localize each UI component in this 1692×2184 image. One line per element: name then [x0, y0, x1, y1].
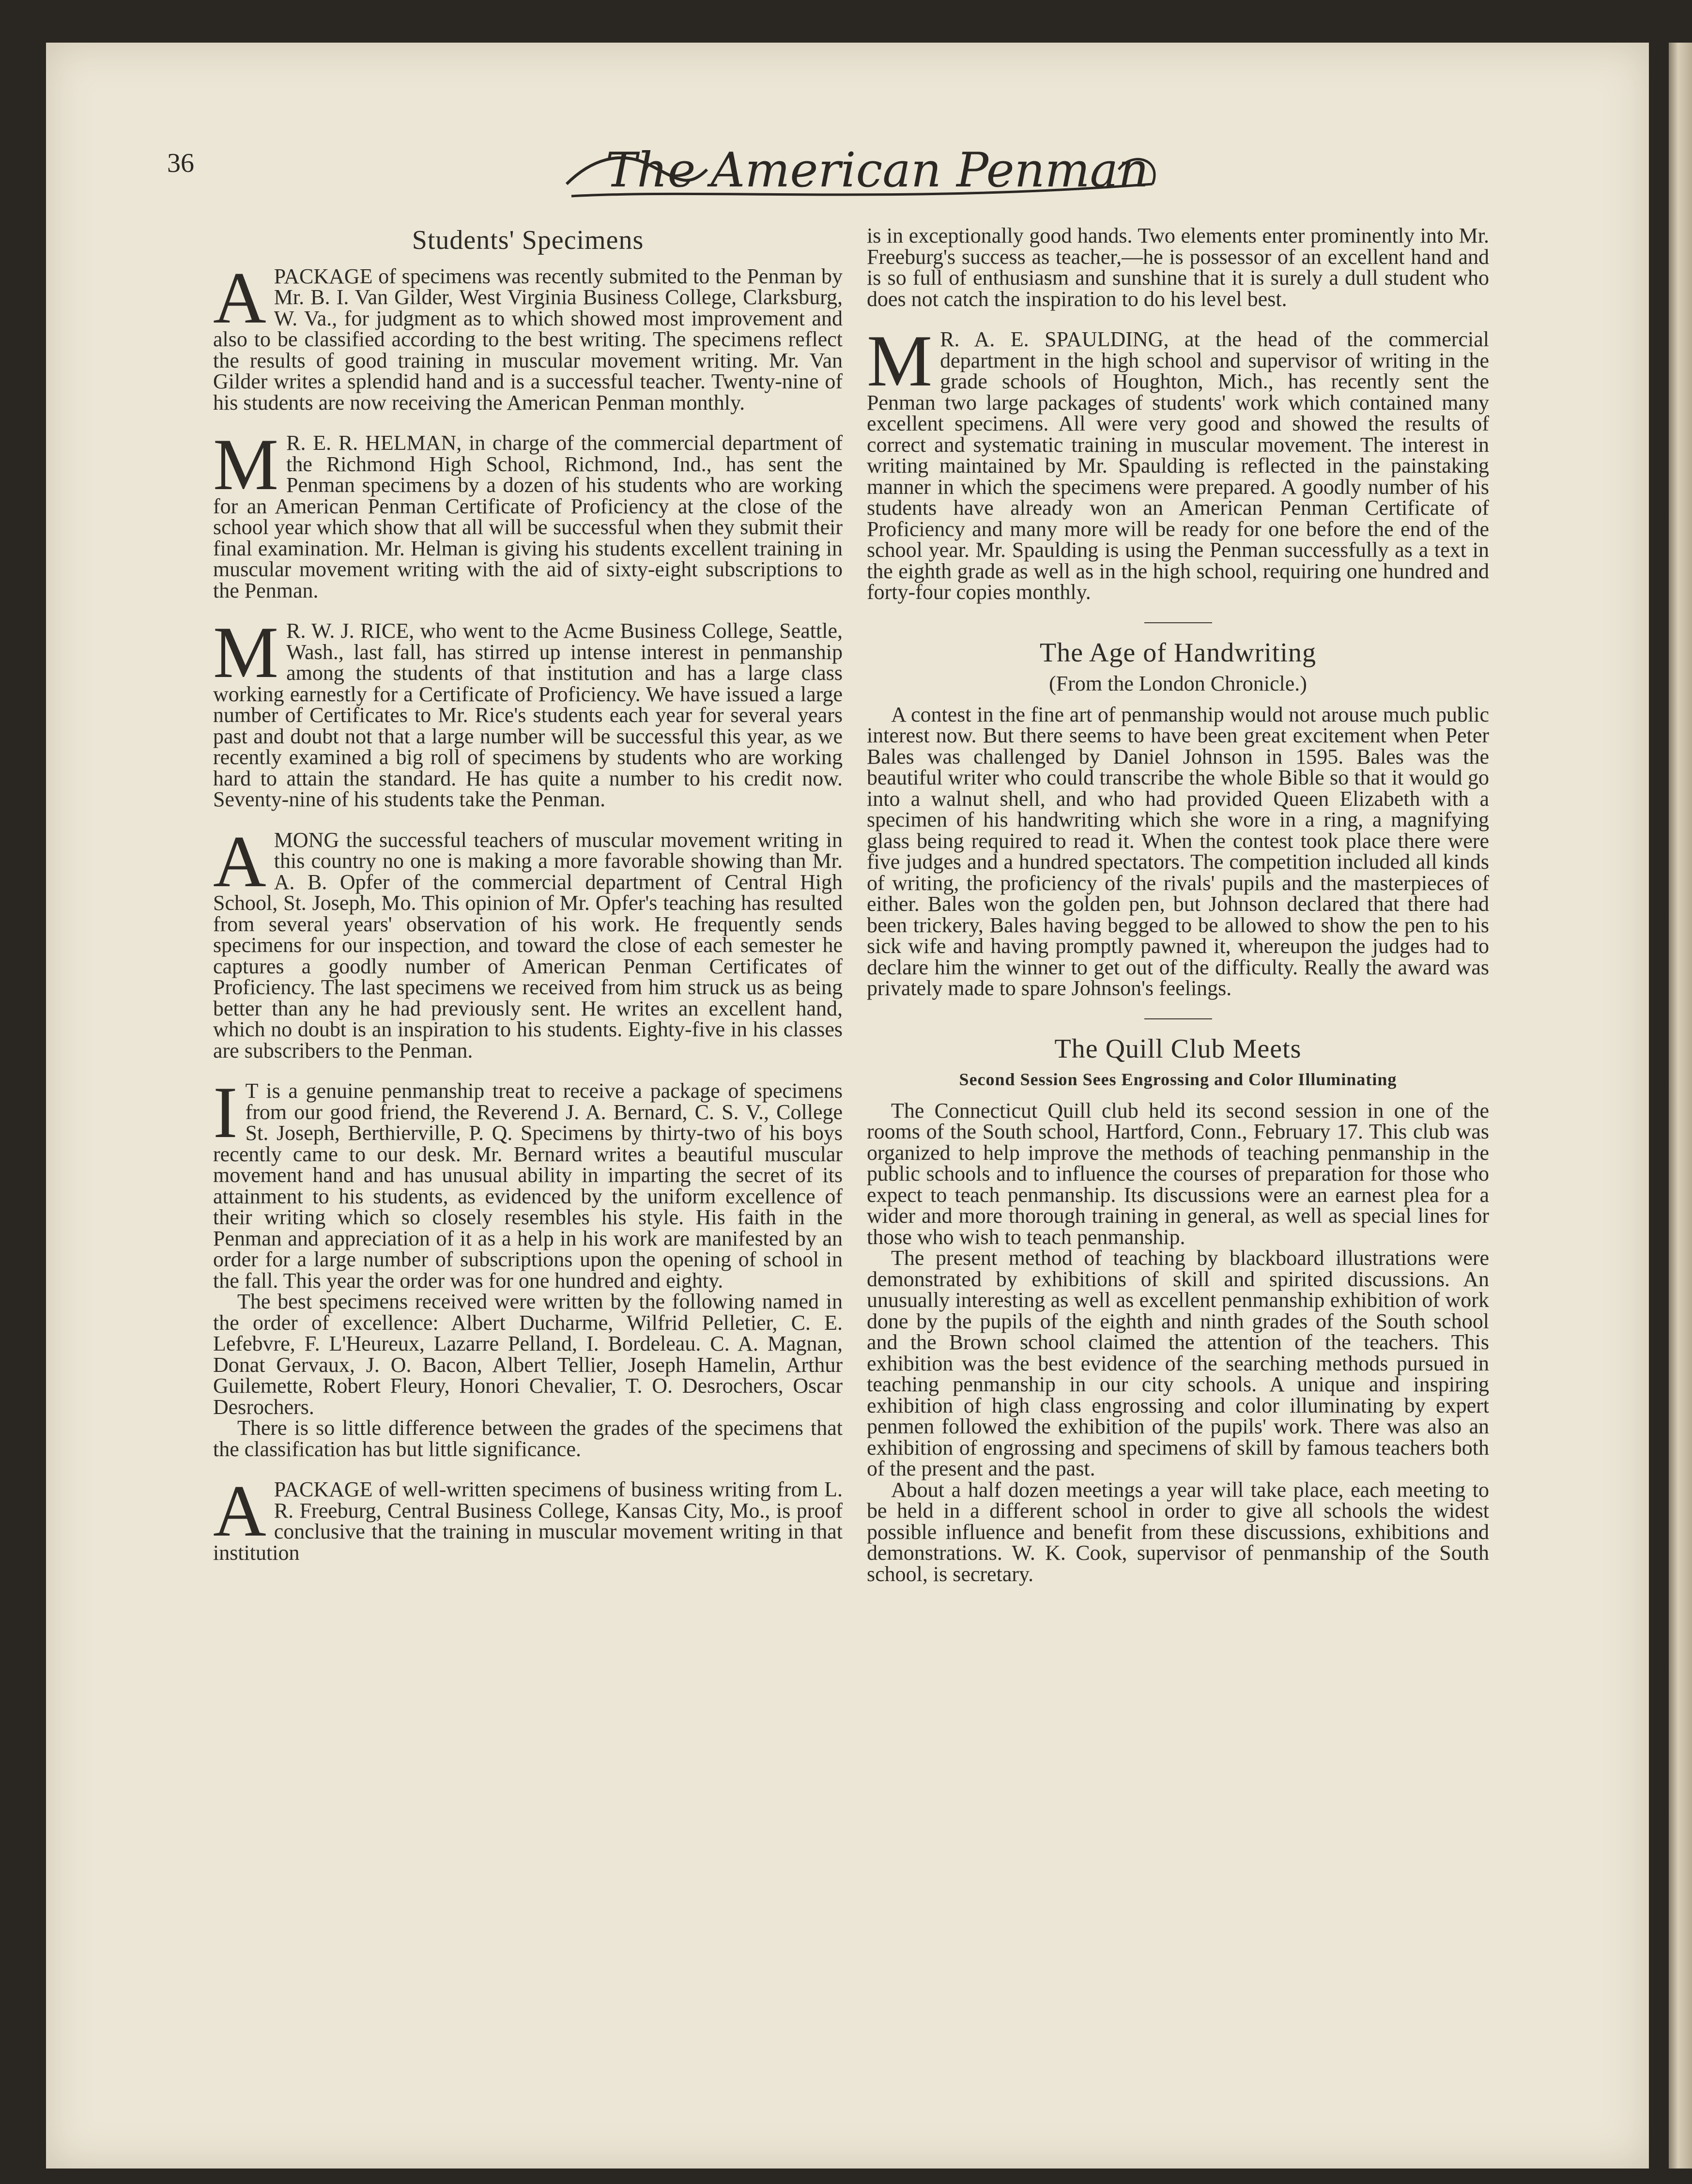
paragraph-grades: There is so little difference between the grades of the specimens that the classification has but little significance.	[213, 1416, 843, 1461]
paragraph-quill-club-3: About a half dozen meetings a year will take place, each meeting to be held in a different school in order to give all schools the widest possible influence and benefit from these discussions, exhibitions and demonstrations. W. K. Cook, supervisor of penmanship of the South school, is secretary.	[867, 1477, 1489, 1586]
drop-cap: M	[213, 612, 279, 693]
right-column	[867, 225, 1489, 1584]
quill-club-subheading: Second Session Sees Engrossing and Color Illuminating	[959, 1070, 1397, 1089]
article-opfer	[213, 820, 843, 1062]
left-column	[213, 225, 843, 1583]
age-of-handwriting-heading: The Age of Handwriting	[1040, 637, 1316, 668]
masthead-logo	[562, 131, 1162, 213]
article-freeburg	[213, 1470, 843, 1565]
paragraph-text: PACKAGE of specimens was recently submited to the Penman by Mr. B. I. Van Gilder, West Virginia Business College, Clarksburg, W. Va., for judgment as to which showed most improvement and also to be classified according to the best writing. The specimens reflect the results of good training in muscular movement writing. Mr. Van Gilder writes a splendid hand and is a successful teacher. Twenty-nine of his students are now receiving the American Penman monthly.	[213, 264, 843, 415]
article-spaulding	[867, 320, 1489, 604]
drop-cap: I	[213, 1072, 238, 1153]
paragraph-best-specimens: The best specimens received were written by the following named in the order of excellence: Albert Ducharme, Wilfrid Pelletier, C. E. Lefebvre, F. L'Heureux, Lazarre Pelland, I. Bordeleau. C. A. Magnan, Donat Gervaux, J. O. Bacon, Albert Tellier, Joseph Hamelin, Arthur Guilemette, Robert Fleury, Honori Chevalier, T. O. Desrochers, Oscar Desrochers.	[213, 1290, 843, 1419]
students-specimens-heading: Students' Specimens	[412, 225, 644, 255]
drop-cap: A	[213, 257, 266, 338]
article-rice	[213, 612, 843, 811]
paragraph-text: R. A. E. SPAULDING, at the head of the commercial department in the high school and supervisor of writing in the grade schools of Houghton, Mich., has recently sent the Penman two large packages of students' work which contained many excellent specimens. All were very good and showed the results of correct and systematic training in muscular movement. The interest in writing maintained by Mr. Spaulding is reflected in the painstaking manner in which the specimens were prepared. A goodly number of his students have already won an American Penman Certificate of Proficiency and many more will be ready for one before the end of the school year. Mr. Spaulding is using the Penman successfully as a text in the eighth grade as well as in the high school, requiring one hundred and forty-four copies monthly.	[867, 327, 1489, 604]
source-line: (From the London Chronicle.)	[1049, 672, 1307, 695]
paragraph-text: PACKAGE of well-written specimens of business writing from L. R. Freeburg, Central Business College, Kansas City, Mo., is proof conclusive that the training in muscular movement writing in that institution	[213, 1477, 843, 1565]
paragraph-quill-club-2: The present method of teaching by blackboard illustrations were demonstrated by exhibitions of skill and spirited discussions. An unusually interesting as well as excellent penmanship exhibition of work done by the pupils of the eighth and ninth grades of the South school and the Brown school claimed the attention of the teachers. This exhibition was the best evidence of the searching methods pursued in teaching penmanship in our city schools. A unique and inspiring exhibition of high class engrossing and color illuminating by expert penmen followed the exhibition of the pupils' work. There was also an exhibition of engrossing and specimens of skill by famous teachers both of the present and the past.	[867, 1246, 1489, 1480]
drop-cap: A	[213, 1470, 266, 1552]
paragraph-text: R. E. R. HELMAN, in charge of the commercial department of the Richmond High School, Richmond, Ind., has sent the Penman specimens by a dozen of his students who are working for an American Penman Certificate of Proficiency at the close of the school year which show that all will be successful when they submit their final examination. Mr. Helman is giving his students excellent training in muscular movement writing with the aid of sixty-eight subscriptions to the Penman.	[213, 431, 843, 602]
drop-cap: M	[867, 320, 933, 401]
paragraph-bales-contest: A contest in the fine art of penmanship would not arouse much public interest now. But there seems to have been great excitement when Peter Bales was challenged by Daniel Johnson in 1595. Bales was the beautiful writer who could transcribe the whole Bible so that it would go into a walnut shell, and who had provided Queen Elizabeth with a specimen of his handwriting which she wore in a ring, a magnifying glass being required to read it. When the contest took place there were five judges and a hundred spectators. The competition included all kinds of writing, the proficiency of the rivals' pupils and the masterpieces of either. Bales won the golden pen, but Johnson declared that there had been trickery, Bales having begged to be allowed to show the pen to his sick wife and having promptly pawned it, whereupon the judges had to declare him the winner to get out of the difficulty. Really the award was privately made to spare Johnson's feelings.	[867, 702, 1489, 1000]
paragraph-text: R. W. J. RICE, who went to the Acme Business College, Seattle, Wash., last fall, has stirred up intense interest in penmanship among the students of that institution and has a large class working earnestly for a Certificate of Proficiency. We have issued a large number of Certificates to Mr. Rice's students each year for several years past and doubt not that a large number will be successful this year, as we recently examined a big roll of specimens by students who are working hard to attain the standard. He has quite a number to his credit now. Seventy-nine of his students take the Penman.	[213, 619, 843, 811]
drop-cap: A	[213, 820, 266, 902]
paragraph-quill-club-1: The Connecticut Quill club held its second session in one of the rooms of the South school, Hartford, Conn., February 17. This club was organized to help improve the methods of teaching penmanship in the public schools and to influence the courses of preparation for those who expect to teach penmanship. Its discussions were an earnest plea for a wider and more thorough training in general, as well as special lines for those who wish to teach penmanship.	[867, 1098, 1489, 1249]
page-edge	[1669, 43, 1692, 2169]
page-number: 36	[167, 148, 194, 178]
drop-cap: M	[213, 424, 279, 505]
divider	[1144, 1018, 1212, 1019]
masthead-text: The American Penman	[605, 143, 1149, 198]
paragraph-freeburg-cont: is in exceptionally good hands. Two elements enter prominently into Mr. Freeburg's success as teacher,—he is possessor of an excellent hand and is so full of enthusiasm and sunshine that it is surely a dull student who does not catch the inspiration to do his level best.	[867, 224, 1489, 311]
quill-club-heading: The Quill Club Meets	[1054, 1033, 1302, 1064]
divider	[1144, 622, 1212, 623]
article-van-gilder	[213, 257, 843, 415]
article-bernard	[213, 1072, 843, 1292]
paragraph-text: MONG the successful teachers of muscular movement writing in this country no one is making a more favorable showing than Mr. A. B. Opfer of the commercial department of Central High School, St. Joseph, Mo. This opinion of Mr. Opfer's teaching has resulted from several years' observation of his work. He frequently sends specimens for our inspection, and toward the close of each semester he captures a goodly number of American Penman Certificates of Proficiency. The last specimens we received from him struck us as being better than any he had previously sent. He writes an excellent hand, which no doubt is an inspiration to his students. Eighty-five in his classes are subscribers to the Penman.	[213, 828, 843, 1062]
article-helman	[213, 424, 843, 602]
paragraph-text: T is a genuine penmanship treat to receive a package of specimens from our good friend, the Reverend J. A. Bernard, C. S. V., College St. Joseph, Berthierville, P. Q. Specimens by thirty-two of his boys recently came to our desk. Mr. Bernard writes a beautiful muscular movement hand and has unusual ability in imparting the secret of its attainment to his students, as evidenced by the uniform excellence of their writing which so closely resembles his style. His faith in the Penman and appreciation of it as a help in his work are manifested by an order for a large number of subscriptions upon the opening of school in the fall. This year the order was for one hundred and eighty.	[213, 1079, 843, 1292]
